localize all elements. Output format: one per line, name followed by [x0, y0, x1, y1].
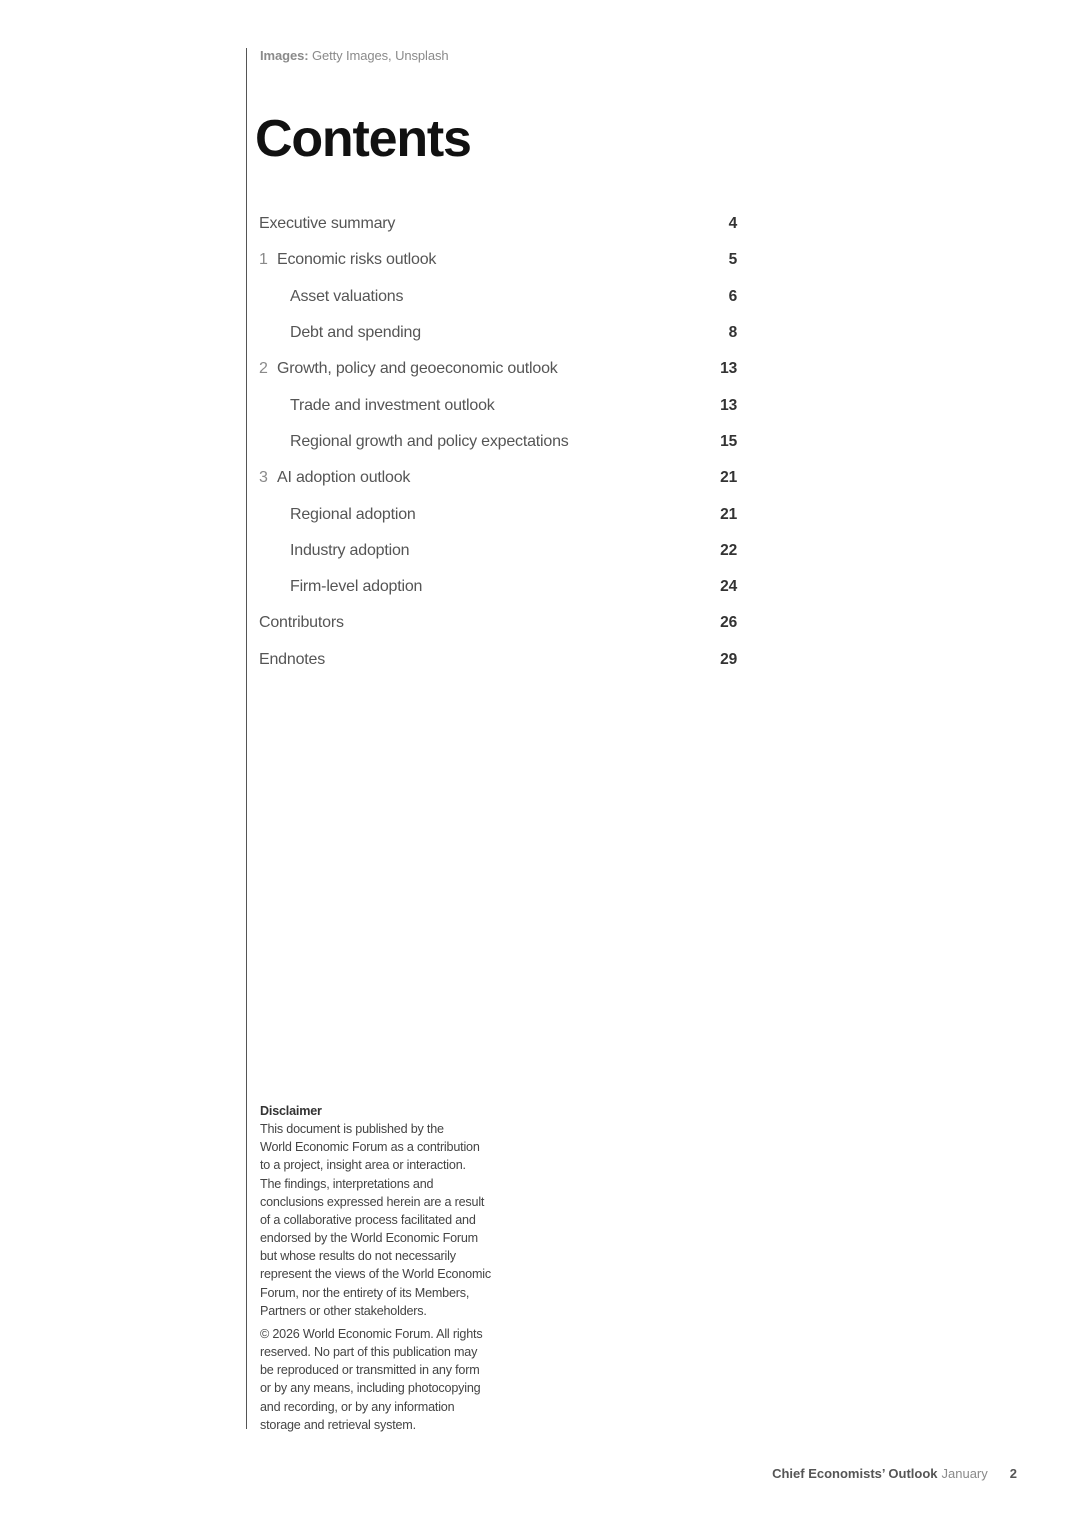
toc-entry-label: Regional growth and policy expectations [290, 432, 569, 450]
toc-entry-title [259, 324, 421, 342]
page-footer [772, 1466, 1017, 1481]
toc-page-number: 26 [720, 614, 737, 632]
toc-page-number: 21 [720, 469, 737, 487]
copyright-line: storage and retrieval system. [260, 1417, 416, 1432]
disclaimer [260, 1102, 520, 1434]
disclaimer-line: represent the views of the World Economic [260, 1267, 491, 1282]
toc-entry[interactable] [259, 642, 737, 678]
toc-entry-title [259, 397, 495, 415]
toc-entry-label: Contributors [259, 614, 344, 632]
toc-page-number: 6 [728, 287, 737, 305]
toc-entry-label: Endnotes [259, 650, 326, 668]
page-title: Contents [255, 110, 471, 168]
toc-entry-title [259, 469, 410, 487]
toc-entry[interactable] [259, 533, 737, 569]
toc-entry[interactable] [259, 315, 737, 351]
disclaimer-line: endorsed by the World Economic Forum [260, 1231, 478, 1246]
toc-entry-label: Industry adoption [290, 541, 410, 559]
toc-entry[interactable] [259, 206, 737, 242]
image-credits-text: Getty Images, Unsplash [311, 48, 449, 63]
toc-entry-title [259, 542, 409, 560]
toc-entry-label: Economic risks outlook [277, 251, 437, 269]
toc-entry-title [259, 578, 422, 596]
toc-entry-title [259, 215, 395, 233]
toc-page-number: 24 [720, 578, 737, 596]
toc-page-number: 15 [720, 432, 737, 450]
copyright-line: and recording, or by any information [260, 1399, 455, 1414]
footer-month: January [941, 1466, 988, 1481]
toc-section-number: 2 [259, 360, 268, 378]
disclaimer-line: World Economic Forum as a contribution [260, 1140, 480, 1155]
copyright-paragraph [260, 1325, 520, 1434]
toc-section-number: 3 [259, 469, 268, 487]
disclaimer-heading: Disclaimer [260, 1104, 322, 1118]
toc-page-number: 8 [728, 324, 737, 342]
toc-entry-title [259, 506, 416, 524]
toc-entry-title [259, 360, 558, 378]
disclaimer-paragraph [260, 1120, 520, 1320]
toc-entry-label: AI adoption outlook [277, 469, 411, 487]
image-credits-label: Images: [260, 48, 309, 63]
toc-page-number: 13 [720, 396, 737, 414]
toc-entry[interactable] [259, 569, 737, 605]
toc-entry[interactable] [259, 242, 737, 278]
toc-page-number: 5 [728, 251, 737, 269]
toc-entry[interactable] [259, 605, 737, 641]
toc-page-number: 29 [720, 650, 737, 668]
toc-page-number: 13 [720, 360, 737, 378]
toc-entry-label: Growth, policy and geoeconomic outlook [277, 360, 558, 378]
toc-entry[interactable] [259, 387, 737, 423]
copyright-line: reserved. No part of this publication may [260, 1345, 478, 1360]
toc-entry-label: Regional adoption [290, 505, 416, 523]
toc-entry-label: Executive summary [259, 215, 396, 233]
toc-entry-title [259, 433, 569, 451]
toc-page-number: 22 [720, 541, 737, 559]
disclaimer-line: but whose results do not necessarily [260, 1249, 456, 1264]
toc-entry[interactable] [259, 351, 737, 387]
toc-entry[interactable] [259, 279, 737, 315]
disclaimer-line: to a project, insight area or interaction. [260, 1158, 466, 1173]
image-credits [260, 48, 448, 63]
table-of-contents [259, 206, 737, 678]
disclaimer-line: This document is published by the [260, 1122, 444, 1137]
toc-entry-title [259, 651, 325, 669]
toc-section-number: 1 [259, 251, 268, 269]
toc-entry[interactable] [259, 460, 737, 496]
toc-page-number: 21 [720, 505, 737, 523]
toc-entry-title [259, 614, 344, 632]
disclaimer-line: Forum, nor the entirety of its Members, [260, 1285, 470, 1300]
disclaimer-line: of a collaborative process facilitated and [260, 1212, 476, 1227]
disclaimer-line: Partners or other stakeholders. [260, 1303, 427, 1318]
copyright-line: be reproduced or transmitted in any form [260, 1363, 480, 1378]
toc-entry-label: Debt and spending [290, 324, 421, 342]
disclaimer-line: The findings, interpretations and [260, 1176, 434, 1191]
toc-entry-label: Trade and investment outlook [290, 396, 495, 414]
toc-entry-label: Asset valuations [290, 287, 404, 305]
toc-page-number: 4 [728, 215, 737, 233]
toc-entry-title [259, 251, 436, 269]
copyright-line: © 2026 World Economic Forum. All rights [260, 1326, 483, 1341]
margin-rule [246, 48, 247, 1429]
toc-entry[interactable] [259, 424, 737, 460]
toc-entry[interactable] [259, 496, 737, 532]
disclaimer-line: conclusions expressed herein are a result [260, 1194, 485, 1209]
toc-entry-title [259, 288, 403, 306]
copyright-line: or by any means, including photocopying [260, 1381, 481, 1396]
toc-entry-label: Firm-level adoption [290, 578, 423, 596]
footer-page-number: 2 [1009, 1466, 1017, 1481]
footer-publication-title: Chief Economists’ Outlook [772, 1466, 938, 1481]
